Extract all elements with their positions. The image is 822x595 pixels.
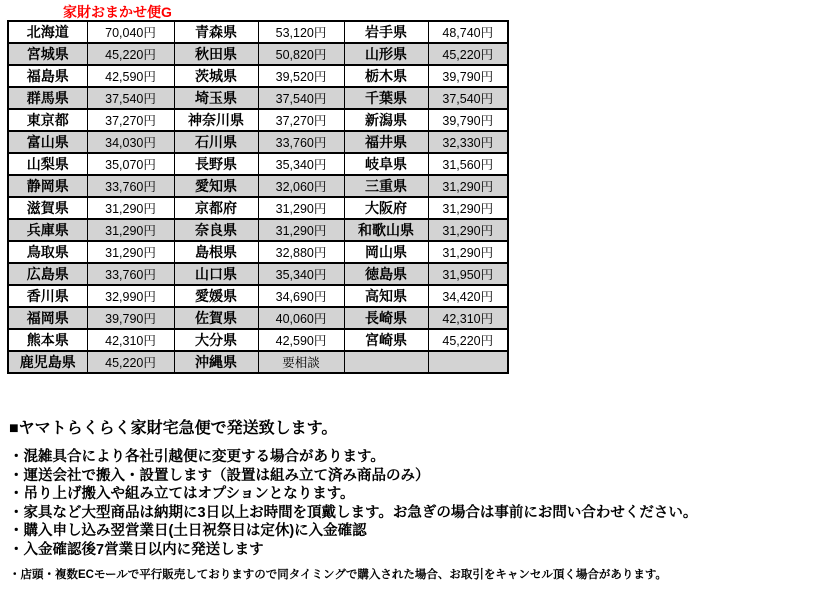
price-cell: 35,340円 [258, 153, 344, 175]
price-cell: 32,330円 [428, 131, 508, 153]
table-title: 家財おまかせ便G [63, 4, 172, 20]
prefecture-cell: 山口県 [174, 263, 258, 285]
note-bullet: ・運送会社で搬入・設置します（設置は組み立て済み商品のみ） [9, 467, 430, 484]
price-cell: 34,690円 [258, 285, 344, 307]
price-cell: 31,290円 [87, 197, 174, 219]
price-cell: 53,120円 [258, 21, 344, 43]
prefecture-cell: 京都府 [174, 197, 258, 219]
table-row [8, 197, 508, 219]
price-cell: 31,290円 [428, 197, 508, 219]
table-row [8, 21, 508, 43]
price-cell [428, 351, 508, 373]
table-row [8, 285, 508, 307]
prefecture-cell: 大阪府 [344, 197, 428, 219]
notes-bullet-list [9, 448, 819, 559]
prefecture-cell: 宮崎県 [344, 329, 428, 351]
table-row [8, 307, 508, 329]
table-row [8, 153, 508, 175]
prefecture-cell: 佐賀県 [174, 307, 258, 329]
price-cell: 34,420円 [428, 285, 508, 307]
price-cell: 33,760円 [258, 131, 344, 153]
note-bullet: ・入金確認後7営業日以内に発送します [9, 541, 264, 558]
prefecture-cell: 栃木県 [344, 65, 428, 87]
prefecture-cell: 群馬県 [8, 87, 87, 109]
prefecture-cell: 北海道 [8, 21, 87, 43]
note-bullet: ・家具など大型商品は納期に3日以上お時間を頂戴します。お急ぎの場合は事前にお問い合わせください。 [9, 504, 698, 521]
price-cell: 要相談 [258, 351, 344, 373]
table-row [8, 87, 508, 109]
price-cell: 37,270円 [258, 109, 344, 131]
prefecture-cell: 神奈川県 [174, 109, 258, 131]
price-cell: 45,220円 [428, 329, 508, 351]
price-cell: 42,310円 [428, 307, 508, 329]
prefecture-cell: 石川県 [174, 131, 258, 153]
price-cell: 35,340円 [258, 263, 344, 285]
price-cell: 39,790円 [428, 65, 508, 87]
prefecture-cell: 新潟県 [344, 109, 428, 131]
table-row [8, 131, 508, 153]
prefecture-cell: 大分県 [174, 329, 258, 351]
price-cell: 42,310円 [87, 329, 174, 351]
prefecture-cell: 静岡県 [8, 175, 87, 197]
price-cell: 37,540円 [428, 87, 508, 109]
prefecture-cell: 愛知県 [174, 175, 258, 197]
prefecture-cell: 広島県 [8, 263, 87, 285]
prefecture-cell: 富山県 [8, 131, 87, 153]
prefecture-cell: 三重県 [344, 175, 428, 197]
table-row [8, 241, 508, 263]
prefecture-cell: 長野県 [174, 153, 258, 175]
prefecture-cell: 徳島県 [344, 263, 428, 285]
price-cell: 31,290円 [428, 241, 508, 263]
price-cell: 31,290円 [428, 219, 508, 241]
prefecture-cell: 福井県 [344, 131, 428, 153]
price-cell: 32,880円 [258, 241, 344, 263]
table-row [8, 65, 508, 87]
price-cell: 39,520円 [258, 65, 344, 87]
prefecture-cell: 高知県 [344, 285, 428, 307]
shipping-fee-table [7, 20, 509, 374]
price-cell: 31,950円 [428, 263, 508, 285]
prefecture-cell: 香川県 [8, 285, 87, 307]
prefecture-cell: 秋田県 [174, 43, 258, 65]
note-bullet: ・購入申し込み翌営業日(土日祝祭日は定休)に入金確認 [9, 523, 367, 539]
table-row [8, 351, 508, 373]
prefecture-cell: 山形県 [344, 43, 428, 65]
prefecture-cell [344, 351, 428, 373]
note-bullet: ・混雑具合により各社引越便に変更する場合があります。 [9, 449, 385, 465]
price-cell: 34,030円 [87, 131, 174, 153]
price-cell: 37,270円 [87, 109, 174, 131]
table-row [8, 175, 508, 197]
price-cell: 45,220円 [87, 351, 174, 373]
prefecture-cell: 福島県 [8, 65, 87, 87]
price-cell: 33,760円 [87, 263, 174, 285]
table-row [8, 109, 508, 131]
prefecture-cell: 福岡県 [8, 307, 87, 329]
prefecture-cell: 沖縄県 [174, 351, 258, 373]
price-cell: 37,540円 [87, 87, 174, 109]
price-cell: 39,790円 [428, 109, 508, 131]
table-row [8, 219, 508, 241]
price-cell: 35,070円 [87, 153, 174, 175]
prefecture-cell: 山梨県 [8, 153, 87, 175]
price-cell: 70,040円 [87, 21, 174, 43]
price-cell: 45,220円 [87, 43, 174, 65]
price-cell: 40,060円 [258, 307, 344, 329]
notes-heading: ■ヤマトらくらく家財宅急便で発送致します。 [9, 420, 338, 437]
prefecture-cell: 岐阜県 [344, 153, 428, 175]
prefecture-cell: 兵庫県 [8, 219, 87, 241]
price-cell: 42,590円 [258, 329, 344, 351]
price-cell: 32,990円 [87, 285, 174, 307]
prefecture-cell: 滋賀県 [8, 197, 87, 219]
price-cell: 37,540円 [258, 87, 344, 109]
prefecture-cell: 鹿児島県 [8, 351, 87, 373]
table-row [8, 329, 508, 351]
prefecture-cell: 青森県 [174, 21, 258, 43]
notes-footnote: ・店頭・複数ECモールで平行販売しておりますので同タイミングで購入された場合、お取引をキャンセル頂く場合があります。 [9, 569, 667, 581]
prefecture-cell: 愛媛県 [174, 285, 258, 307]
prefecture-cell: 東京都 [8, 109, 87, 131]
price-cell: 31,290円 [258, 197, 344, 219]
prefecture-cell: 岩手県 [344, 21, 428, 43]
price-cell: 39,790円 [87, 307, 174, 329]
price-cell: 31,560円 [428, 153, 508, 175]
prefecture-cell: 奈良県 [174, 219, 258, 241]
table-row [8, 43, 508, 65]
shipping-notes [9, 415, 819, 582]
prefecture-cell: 千葉県 [344, 87, 428, 109]
prefecture-cell: 鳥取県 [8, 241, 87, 263]
price-cell: 31,290円 [87, 241, 174, 263]
prefecture-cell: 岡山県 [344, 241, 428, 263]
price-cell: 50,820円 [258, 43, 344, 65]
prefecture-cell: 宮城県 [8, 43, 87, 65]
prefecture-cell: 島根県 [174, 241, 258, 263]
price-cell: 42,590円 [87, 65, 174, 87]
table-row [8, 263, 508, 285]
prefecture-cell: 埼玉県 [174, 87, 258, 109]
prefecture-cell: 長崎県 [344, 307, 428, 329]
price-cell: 32,060円 [258, 175, 344, 197]
prefecture-cell: 熊本県 [8, 329, 87, 351]
prefecture-cell: 和歌山県 [344, 219, 428, 241]
price-cell: 45,220円 [428, 43, 508, 65]
price-cell: 33,760円 [87, 175, 174, 197]
prefecture-cell: 茨城県 [174, 65, 258, 87]
price-cell: 31,290円 [428, 175, 508, 197]
price-cell: 48,740円 [428, 21, 508, 43]
price-cell: 31,290円 [87, 219, 174, 241]
note-bullet: ・吊り上げ搬入や組み立てはオプションとなります。 [9, 486, 355, 502]
price-cell: 31,290円 [258, 219, 344, 241]
